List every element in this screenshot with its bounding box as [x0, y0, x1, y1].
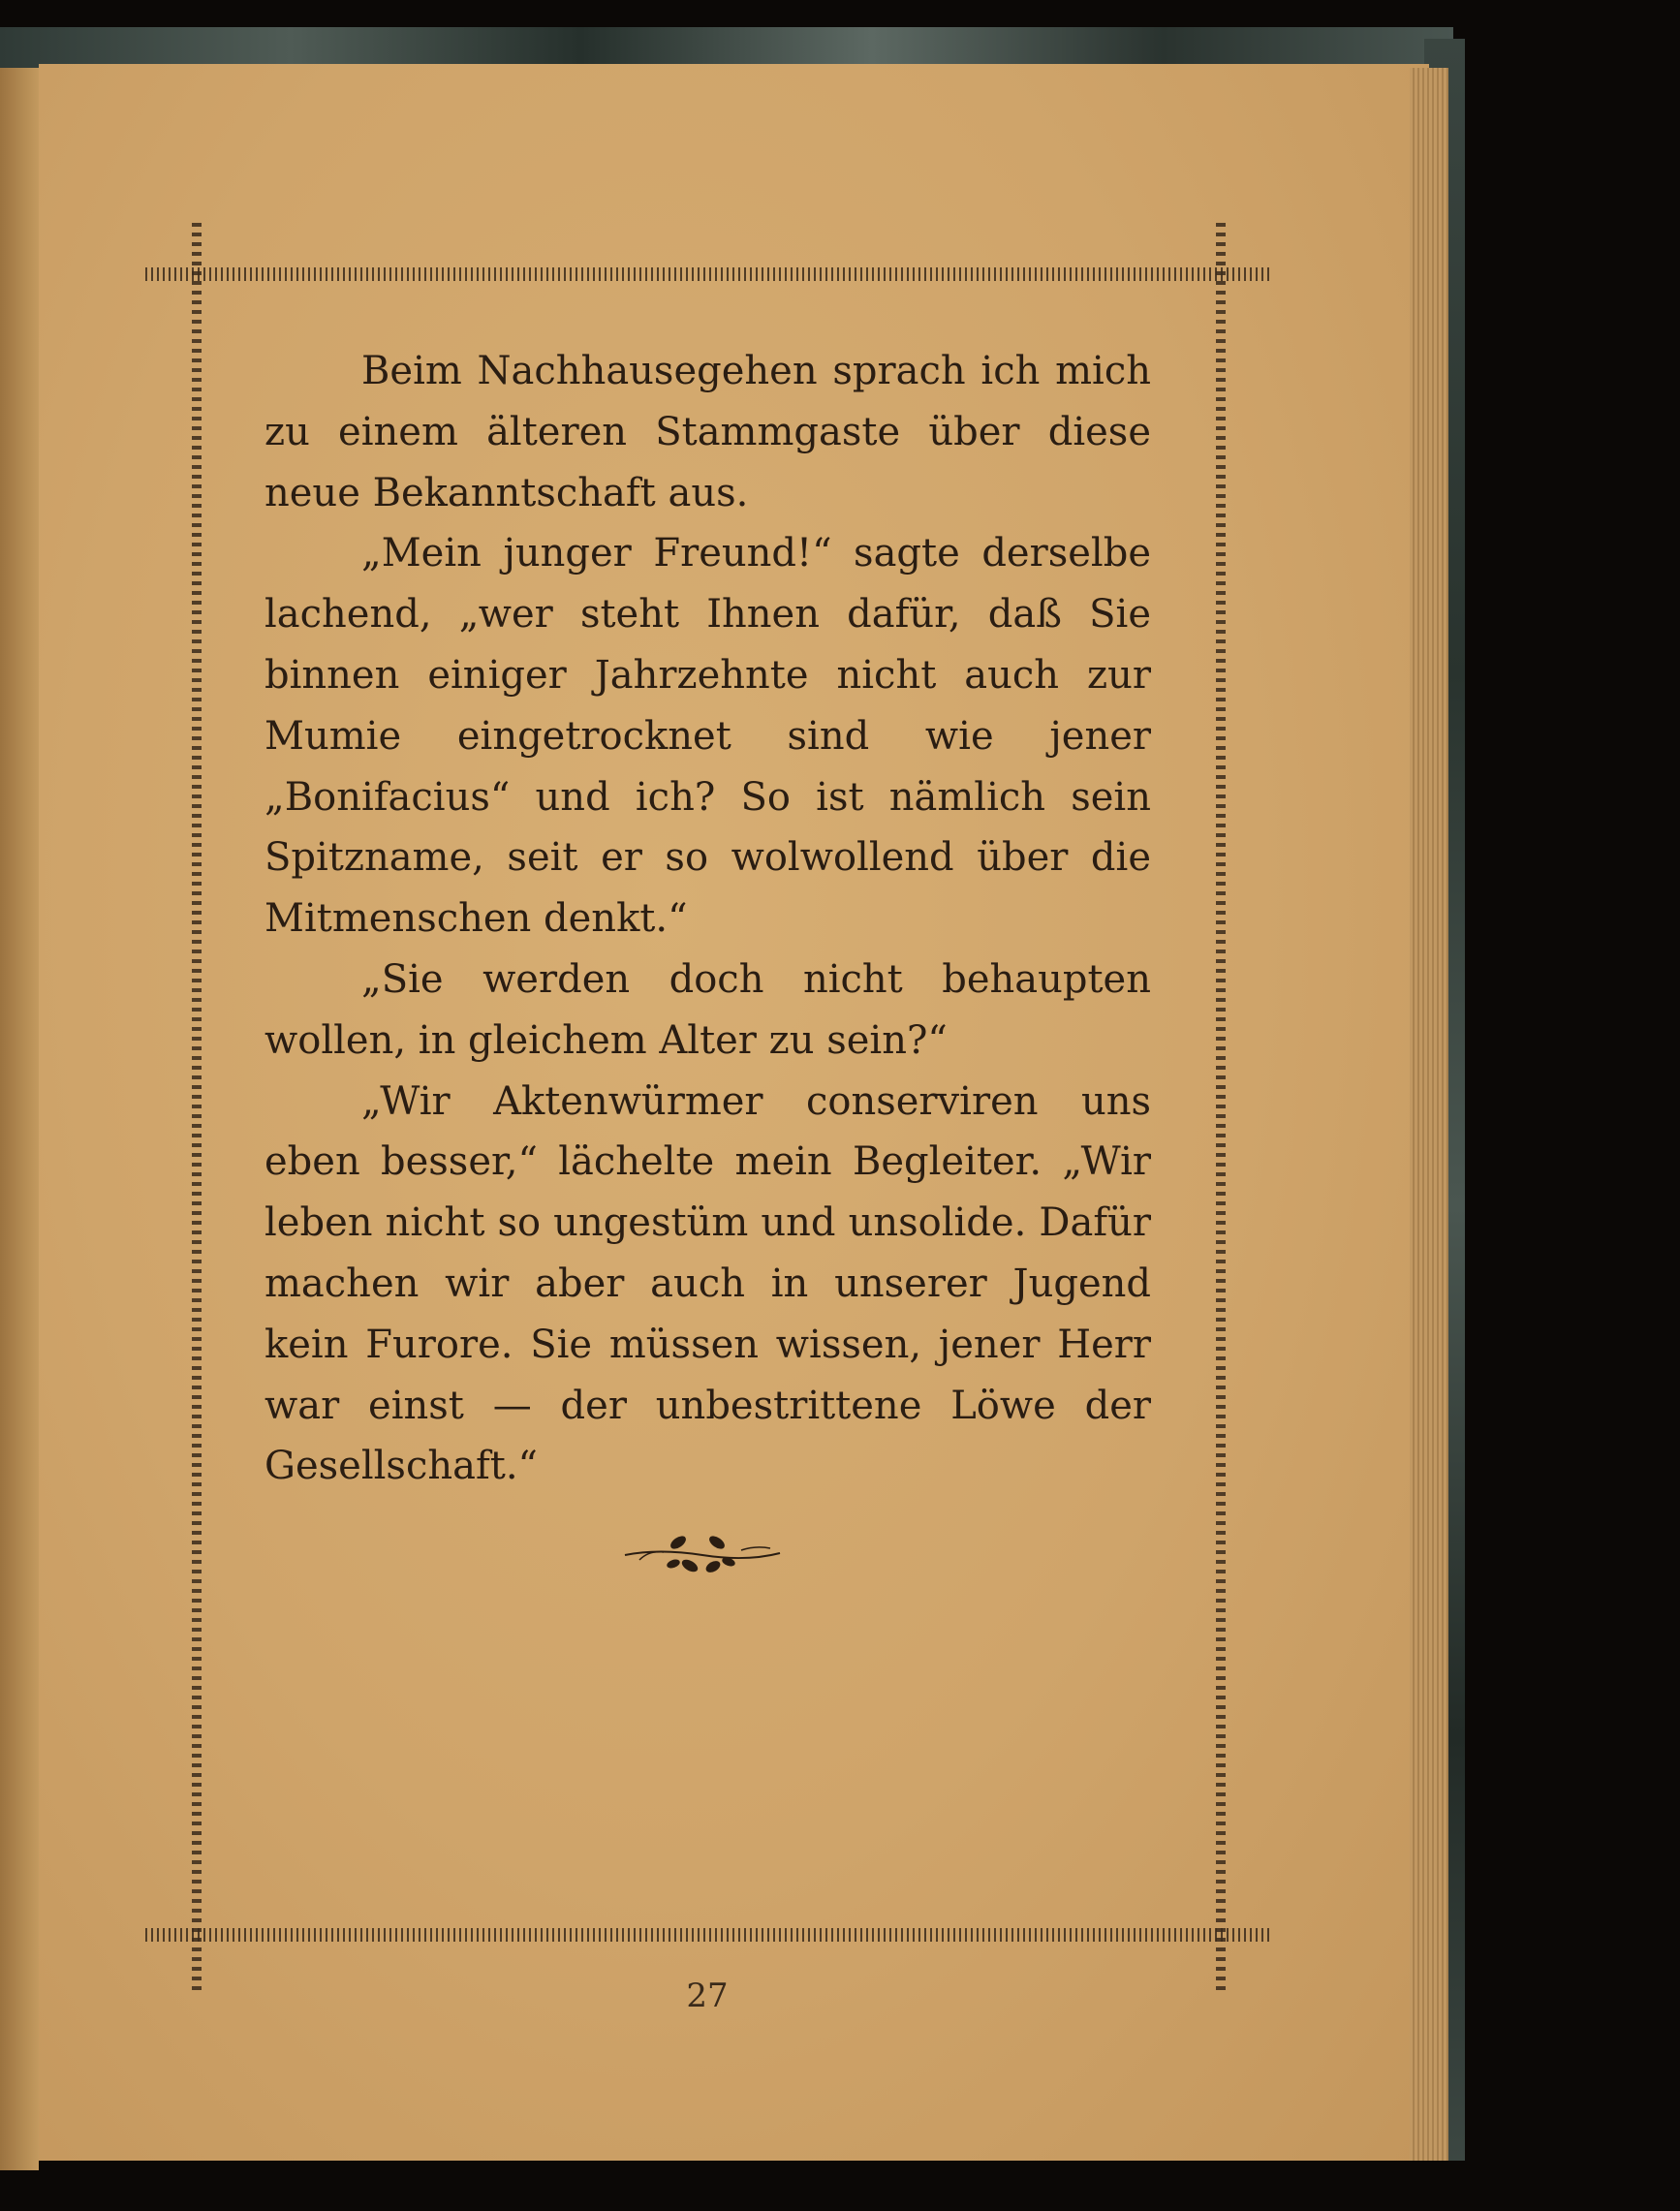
- paragraph: Beim Nachhausegehen sprach ich mich zu einem älteren Stammgaste über diese neue Bekanntschaft aus.: [264, 349, 1151, 515]
- left-border-rule: [192, 223, 202, 1996]
- bottom-border-rule: [145, 1928, 1269, 1942]
- paragraph: „Mein junger Freund!“ sagte derselbe lachend, „wer steht Ihnen dafür, daß Sie binnen einiger Jahrzehnte nicht auch zur Mumie eingetrocknet sind wie jener „Bonifacius“ und ich? So ist nämlich sein Spitzname, seit er so wolwollend über die Mitmenschen denkt.“: [264, 531, 1151, 942]
- leaf-vine-ornament-icon: [620, 1521, 785, 1589]
- page-stack-edges: [1410, 68, 1448, 2161]
- top-border-rule: [145, 267, 1269, 281]
- page-number: 27: [686, 1977, 729, 2015]
- paragraph: „Sie werden doch nicht behaupten wollen, in gleichem Alter zu sein?“: [264, 956, 1151, 1063]
- facing-page-edge: [0, 68, 39, 2170]
- paragraph: „Wir Aktenwürmer conserviren uns eben besser,“ lächelte mein Begleiter. „Wir leben nicht so ungestüm und unsolide. Dafür machen wir aber auch in unserer Jugend kein Furore. Sie müssen wissen, jener Herr war einst — der unbestrittene Löwe der Gesellschaft.“: [264, 1078, 1151, 1489]
- body-text: [264, 341, 1151, 1497]
- marbled-cover-top: [0, 27, 1453, 68]
- right-border-rule: [1216, 223, 1226, 1996]
